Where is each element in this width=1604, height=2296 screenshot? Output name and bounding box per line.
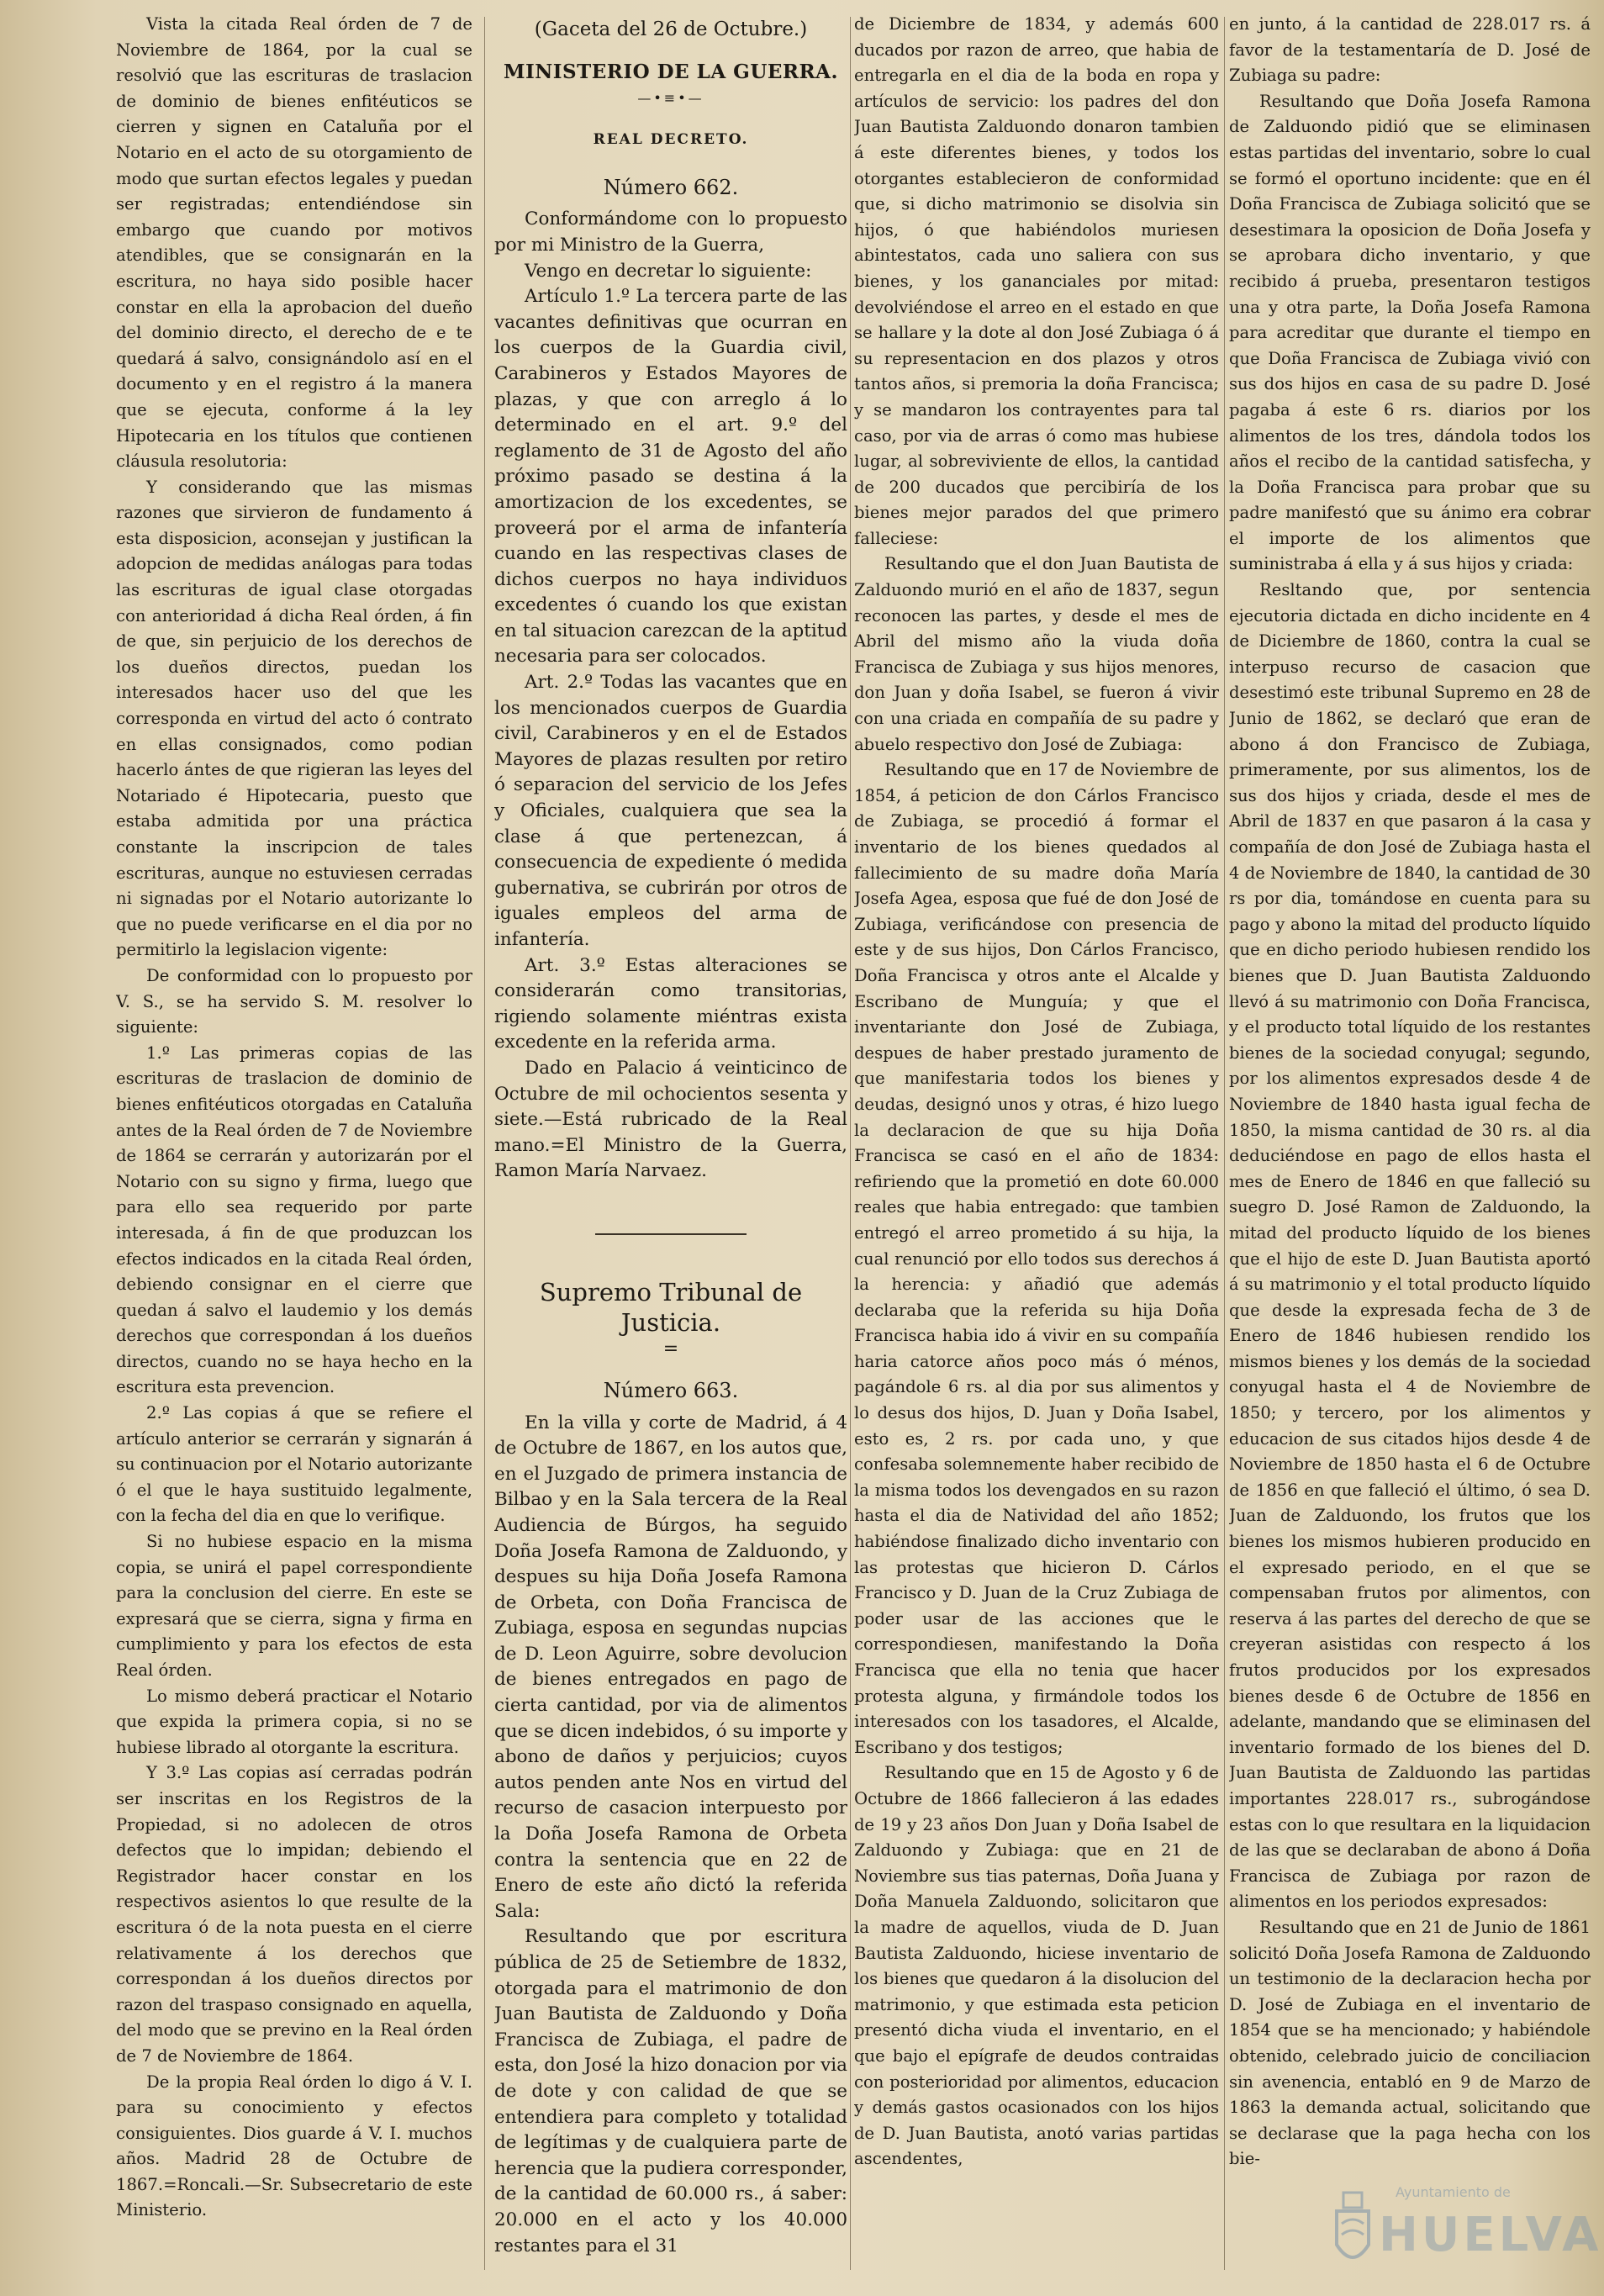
paragraph: 2.º Las copias á que se refiere el artículo anterior se cerrarán y signarán á su continuacion por el Notario autorizante ó el que le haya sustituido legalmente, con la fecha del dia en que lo verifique. bbox=[116, 1403, 472, 1526]
paragraph: Y 3.º Las copias así cerradas podrán ser inscritas en los Registros de la Propiedad, si no adolecen de otros defectos que lo impidan; debiendo el Registrador hacer constar en los respectivos asientos lo que resulte de la escritura ó de la nota puesta en el cierre relativamente á los derechos que correspondan á los dueños directos por razon del traspaso consignado en aquella, del modo que se previno en la Real órden de 7 de Noviembre de 1864. bbox=[116, 1763, 472, 2066]
paragraph: Resultando que Doña Josefa Ramona de Zalduondo pidió que se eliminasen estas partidas del inventario, sobre lo cual se formó el oportuno incidente: que en él Doña Francisca de Zubiaga solicitó que se desestimara la oposicion de Doña Josefa y se aprobara dicho inventario, y que recibido á prueba, presentaron testigos una y otra parte, la Doña Josefa Ramona para acreditar que durante el tiempo en que Doña Francisca de Zubiaga vivió con sus dos hijos en casa de su padre D. José pagaba á este 6 rs. diarios por los alimentos de los tres, dándola todos los años el recibo de la cantidad satisfecha, y la Doña Francisca para probar que su padre manifestó que su ánimo era cobrar el importe de los alimentos que suministraba á ella y á sus hijos y criada: bbox=[1229, 91, 1591, 574]
paragraph: Resultando que en 21 de Junio de 1861 solicitó Doña Josefa Ramona de Zalduondo un testimonio de la declaracion hecha por D. José de Zubiaga en el inventario de 1854 que se ha mencionado; y habiéndole obtenido, celebrado juicio de conciliacion sin avenencia, entabló en 9 de Marzo de 1863 la demanda actual, solicitando que se declarase que la paga hecha con los bie- bbox=[1229, 1917, 1591, 2169]
paragraph: Lo mismo deberá practicar el Notario que expida la primera copia, si no se hubiese librado al otorgante la escritura. bbox=[116, 1686, 472, 1757]
watermark-line-1: Ayuntamiento de bbox=[1396, 2184, 1511, 2200]
paragraph: Vengo en decretar lo siguiente: bbox=[525, 260, 812, 282]
gaceta-source: (Gaceta del 26 de Octubre.) bbox=[534, 18, 808, 40]
column-2 bbox=[494, 12, 847, 2273]
sentence-number: Número 663. bbox=[603, 1378, 739, 1402]
watermark-line-2: HUELVA bbox=[1379, 2208, 1602, 2262]
paragraph: En la villa y corte de Madrid, á 4 de Octubre de 1867, en los autos que, en el Juzgado de primera instancia de Bilbao y en la Sala tercera de la Real Audiencia de Búrgos, ha seguido Doña Josefa Ramona de Zalduondo, y despues su hija Doña Josefa Ramona de Orbeta, con Doña Francisca de Zubiaga, esposa en segundas nupcias de D. Leon Aguirre, sobre devolucion de bienes entregados en pago de cierta cantidad, por via de alimentos que se dicen indebidos, ó su importe y abono de daños y perjuicios; cuyos autos penden ante Nos en virtud del recurso de casacion interpuesto por la Doña Josefa Ramona de Orbeta contra la sentencia que en 22 de Enero de este año dictó la referida Sala: bbox=[494, 1412, 847, 1922]
paragraph: Resultando que por escritura pública de 25 de Setiembre de 1832, otorgada para el matrimonio de don Juan Bautista de Zalduondo y Doña Francisca de Zubiaga, el padre de esta, don José la hizo donacion por via de dote y con calidad de que se entendiera para completo y totalidad de legítimas y de cualquiera parte de herencia que la pudiera corresponder, de la cantidad de 60.000 rs., á saber: 20.000 en el acto y los 40.000 restantes para el 31 bbox=[494, 1926, 847, 2256]
paragraph: 1.º Las primeras copias de las escrituras de traslacion de dominio de bienes enfitéuticos otorgadas en Cataluña antes de la Real órden de 7 de Noviembre de 1864 se cerrarán y autorizarán por el Notario con su signo y firma, luego que para ello sea requerido por parte interesada, á fin de que produzcan los efectos indicados en la citada Real órden, debiendo consignar en el cierre que quedan á salvo el laudemio y los demás derechos que correspondan á los dueños directos, cuando no se haya hecho en la escritura esta prevencion. bbox=[116, 1042, 472, 1397]
crest-icon bbox=[1332, 2186, 1374, 2273]
column-3 bbox=[854, 12, 1219, 2273]
decree-heading: REAL DECRETO. bbox=[593, 131, 749, 149]
heading-divider: = bbox=[662, 1338, 679, 1359]
paragraph: Artículo 1.º La tercera parte de las vacantes definitivas que ocurran en los cuerpos de la Guardia civil, Carabineros y Estados Mayores de plazas, y que con arreglo á lo determinado en el art. 9.º del reglamento de 31 de Agosto del año próximo pasado se destina á la amortizacion de los excedentes, se proveerá por el arma de infantería cuando en las respectivas clases de dichos cuerpos no haya individuos excedentes ó cuando los que existan en tal situacion carezcan de la aptitud necesaria para ser colocados. bbox=[494, 286, 847, 668]
column-rule bbox=[484, 17, 485, 2270]
paragraph: Art. 3.º Estas alteraciones se considerarán como transitorias, rigiendo solamente miéntras exista excedente en la referida arma. bbox=[494, 954, 847, 1053]
paragraph: en junto, á la cantidad de 228.017 rs. á favor de la testamentaría de D. José de Zubiaga su padre: bbox=[1229, 14, 1591, 86]
paragraph: De conformidad con lo propuesto por V. S., se ha servido S. M. resolver lo siguiente: bbox=[116, 965, 472, 1037]
paragraph: Si no hubiese espacio en la misma copia, se unirá el papel correspondiente para la conclusion del cierre. En este se expresará que se cierra, signa y firma en cumplimiento y para los efectos de esta Real órden. bbox=[116, 1532, 472, 1680]
column-4 bbox=[1229, 12, 1591, 2273]
paragraph: de Diciembre de 1834, y además 600 ducados por razon de arreo, que habia de entregarla en el dia de la boda en ropa y artículos de servicio: los padres del don Juan Bautista Zalduondo donaron tambien á este diferentes bienes, y todos los otorgantes establecieron de conformidad que, si dicho matrimonio se disolvia sin hijos, ó que habiéndolos muriesen abintestatos, cada uno saliera con sus bienes, y los gananciales por mitad: devolviéndose el arreo en el estado en que se hallare y la dote al don José Zubiaga ó á su representacion en dos plazos y otros tantos años, si premoria la doña Francisca; y se mandaron los contrayentes para tal caso, por via de arras ó como mas hubiese lugar, al sobreviviente de ellos, la cantidad de 200 ducados que percibiría de los bienes mejor parados del que primero falleciese: bbox=[854, 14, 1219, 548]
section-divider bbox=[595, 1233, 747, 1235]
column-rule bbox=[1224, 17, 1225, 2270]
paragraph: Art. 2.º Todas las vacantes que en los mencionados cuerpos de Guardia civil, Carabineros y en el de Estados Mayores de plazas resulten por retiro ó separacion del servicio de los Jefes y Oficiales, cualquiera que sea la clase á que pertenezcan, á consecuencia de expediente ó medida gubernativa, se cubrirán por otros de iguales empleos del arma de infantería. bbox=[494, 672, 847, 950]
decree-number: Número 662. bbox=[603, 175, 739, 199]
paragraph: Dado en Palacio á veinticinco de Octubre de mil ochocientos sesenta y siete.—Está rubricado de la Real mano.=El Ministro de la Guerra, Ramon María Narvaez. bbox=[494, 1057, 847, 1182]
ornament-divider: —•≡•— bbox=[637, 90, 704, 107]
tribunal-heading: Supremo Tribunal de Justicia. bbox=[539, 1277, 803, 1337]
ministry-heading: MINISTERIO DE LA GUERRA. bbox=[504, 60, 838, 83]
paragraph: Conformándome con lo propuesto por mi Ministro de la Guerra, bbox=[494, 208, 847, 256]
paragraph: Resltando que, por sentencia ejecutoria dictada en dicho incidente en 4 de Diciembre de 1860, contra la cual se interpuso recurso de casacion que desestimó este tribunal Supremo en 28 de Junio de 1862, se declaró que eran de abono á don Francisco de Zubiaga, primeramente, por sus alimentos, los de sus dos hijos y criada, desde el mes de Abril de 1837 en que pasaron á la casa y compañía de don José de Zubiaga hasta el 4 de Noviembre de 1840, la cantidad de 30 rs por dia, tomándose en cuenta para su pago y abono la mitad del producto líquido que en dicho periodo hubiesen rendido los bienes que D. Juan Bautista Zalduondo llevó á su matrimonio con Doña Francisca, y el producto total líquido de los restantes bienes de la sociedad conyugal; segundo, por los alimentos expresados desde 4 de Noviembre de 1840 hasta igual fecha de 1850, la misma cantidad de 30 rs. al dia deduciéndose en pago de ellos hasta el mes de Enero de 1846 en que falleció su suegro D. José Ramon de Zalduondo, la mitad del producto líquido de los bienes que el hijo de este D. Juan Bautista aportó á su matrimonio y el total producto líquido que desde la expresada fecha de 3 de Enero de 1846 hubiesen rendido los mismos bienes y los demás de la sociedad conyugal hasta el 4 de Noviembre de 1850; y tercero, por los alimentos y educacion de sus citados hijos desde 4 de Noviembre de 1850 hasta el 6 de Octubre de 1856 en que falleció el último, ó sea D. Juan de Zalduondo, los frutos que los bienes los mismos hubieren producido en el expresado periodo, en el que se compensaban frutos por alimentos, con reserva á las partes del derecho de que se creyeran asistidas con respecto á los frutos producidos por los expresados bienes desde 6 de Octubre de 1856 en adelante, mandando que se eliminasen del inventario formado de los bienes del D. Juan Bautista de Zalduondo las partidas importantes 228.017 rs., subrogándose estas con lo que resultara en la liquidacion de las que se declaraban de abono á Doña Francisca de Zubiaga por razon de alimentos en los periodos expresados: bbox=[1229, 580, 1591, 1912]
paragraph: Resultando que en 15 de Agosto y 6 de Octubre de 1866 fallecieron á las edades de 19 y 23 años Don Juan y Doña Isabel de Zalduondo y Zubiaga: que en 21 de Noviembre sus tias paternas, Doña Juana y Doña Manuela Zalduondo, solicitaron que la madre de aquellos, viuda de D. Juan Bautista Zalduondo, hiciese inventario de los bienes que quedaron á la disolucion del matrimonio, y que estimada esta peticion presentó dicha viuda el inventario, en el que bajo el epígrafe de deudos contraidas con posterioridad por alimentos, educacion y demás gastos ocasionados con los hijos de D. Juan Bautista, anotó varias partidas ascendentes, bbox=[854, 1763, 1219, 2169]
paragraph: Vista la citada Real órden de 7 de Noviembre de 1864, por la cual se resolvió que las escrituras de traslacion de dominio de bienes enfitéuticos se cierren y signen en Cataluña por el Notario en el acto de su otorgamiento de modo que surtan efectos legales y puedan ser registradas; entendiéndose sin embargo que cuando por motivos atendibles, que se consignarán en la escritura, no haya sido posible hacer constar en ella la aprobacion del dueño del dominio directo, el derecho de e te quedará á salvo, consignándolo así en el documento y en el registro á la manera que se ejecuta, conforme á la ley Hipotecaria en los títulos que contienen cláusula resolutoria: bbox=[116, 14, 472, 472]
paragraph: Resultando que en 17 de Noviembre de 1854, á peticion de don Cárlos Francisco de Zubiaga, se procedió á formar el inventario de los bienes quedados al fallecimiento de su madre doña María Josefa Agea, esposa que fué de don José de Zubiaga, verificándose con presencia de este y de sus hijos, Don Cárlos Francisco, Doña Francisca y otros ante el Alcalde y Escribano de Munguía; y que el inventariante don José de Zubiaga, despues de haber prestado juramento de que manifestaria todos los bienes y deudas, designó unos y otras, é hizo luego la declaracion de que su hija Doña Francisca se casó en el año de 1834: refiriendo que la prometió en dote 60.000 reales que habia entregado: que tambien entregó el arreo prometido á su hija, la cual renunció por ello todos sus derechos á la herencia: y añadió que además declaraba que la referida su hija Doña Francisca habia ido á vivir en su compañía haria catorce años poco más ó ménos, pagándole 6 rs. al dia por sus alimentos y lo desus dos hijos, D. Juan y Doña Isabel, esto es, 2 rs. por cada uno, y que confesaba solemnemente haber recibido de la misma todos los devengados en su razon hasta el dia de Natividad del año 1852; habiéndose finalizado dicho inventario con las protestas que hicieron D. Cárlos Francisco y D. Juan de la Cruz Zubiaga de poder usar de las acciones que le correspondiesen, manifestando la Doña Francisca que ella no tenia que hacer protesta alguna, y firmándole todos los interesados con los tasadores, el Alcalde, Escribano y dos testigos; bbox=[854, 760, 1219, 1757]
paragraph: De la propia Real órden lo digo á V. I. para su conocimiento y efectos consiguientes. Dios guarde á V. I. muchos años. Madrid 28 de Octubre de 1867.=Roncali.—Sr. Subsecretario de este Ministerio. bbox=[116, 2072, 472, 2220]
paragraph: Resultando que el don Juan Bautista de Zalduondo murió en el año de 1837, segun reconocen las partes, y desde el mes de Abril del mismo año la viuda doña Francisca de Zubiaga y sus hijos menores, don Juan y doña Isabel, se fueron á vivir con una criada en compañía de su padre y abuelo respectivo don José de Zubiaga: bbox=[854, 554, 1219, 754]
paragraph: Y considerando que las mismas razones que sirvieron de fundamento á esta disposicion, aconsejan y justifican la adopcion de medidas análogas para todas las escrituras de igual clase otorgadas con anterioridad á dicha Real órden, á fin de que, sin perjuicio de los derechos de los dueños directos, puedan los interesados hacer uso del que les corresponda en virtud del acto ó contrato en ellas consignados, como podian hacerlo ántes de que rigieran las leyes del Notariado é Hipotecaria, puesto que estaba admitida por una práctica constante la inscripcion de tales escrituras, aunque no estuviesen cerradas ni signadas por el Notario autorizante lo que no puede verificarse en el dia por no permitirlo la legislacion vigente: bbox=[116, 477, 472, 960]
column-1 bbox=[116, 12, 472, 2273]
column-rule bbox=[850, 17, 851, 2270]
